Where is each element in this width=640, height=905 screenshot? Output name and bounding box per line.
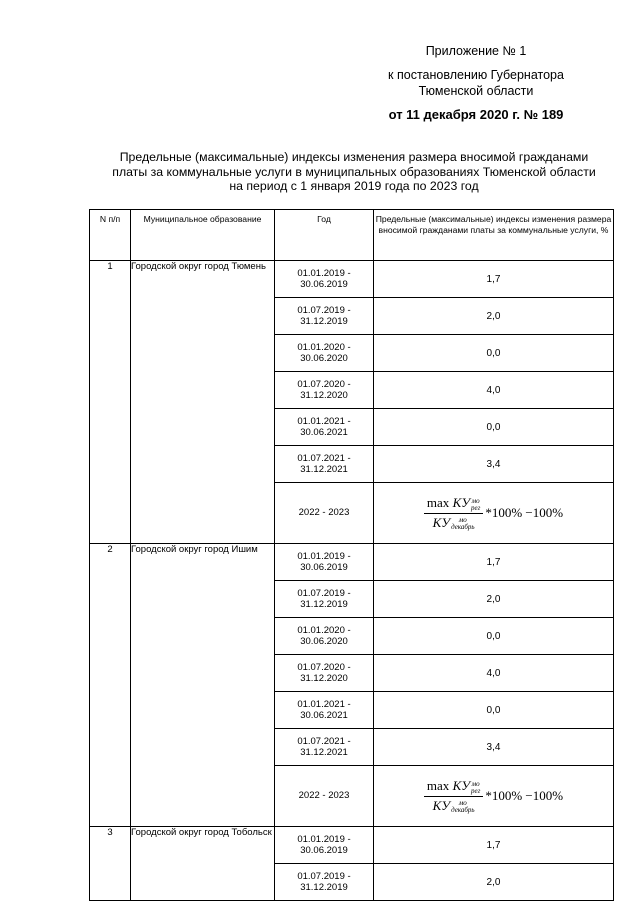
table-body [90,261,614,901]
municipality-name: Городской округ город Ишим [131,544,275,827]
index-value-cell: 2,0 [374,864,614,901]
index-value-cell: 1,7 [374,544,614,581]
index-value-cell: 3,4 [374,446,614,483]
formula-denominator [430,797,478,814]
document-title [80,150,628,194]
period-cell: 01.07.2020 - 31.12.2020 [275,372,374,409]
index-value-cell: 0,0 [374,409,614,446]
table-row [90,544,614,581]
formula-sub: рег [470,786,481,795]
formula-max: max [426,495,450,511]
title-line: на период с 1 января 2019 года по 2023 год [229,179,479,193]
row-number: 2 [90,544,131,827]
period-cell: 2022 - 2023 [275,483,374,544]
formula-ku: KУ [452,495,470,511]
formula-ku: KУ [432,797,451,813]
formula-sub: рег [470,503,481,512]
period-cell: 2022 - 2023 [275,766,374,827]
formula-sup: мо [458,798,467,807]
period-cell: 01.07.2019 - 31.12.2019 [275,298,374,335]
header-year: Год [275,210,374,261]
index-value-cell: 1,7 [374,261,614,298]
appendix-reference: к постановлению Губернатора [388,68,564,82]
index-value-cell: 2,0 [374,298,614,335]
header-index: Предельные (максимальные) индексы изменения размера вносимой гражданами платы за коммунальные услуги, % [374,210,614,261]
index-value-cell: 4,0 [374,655,614,692]
period-cell: 01.01.2019 - 30.06.2019 [275,261,374,298]
formula-numerator [424,778,483,796]
period-cell: 01.07.2019 - 31.12.2019 [275,864,374,901]
municipality-name: Городской округ город Тобольск [131,827,275,901]
index-value-cell [374,483,614,544]
appendix-region: Тюменской области [418,84,534,98]
header-num: N п/п [90,210,131,261]
period-cell: 01.01.2021 - 30.06.2021 [275,692,374,729]
title-line: платы за коммунальные услуги в муниципальных образованиях Тюменской области [112,164,596,179]
index-value-cell [374,766,614,827]
row-number: 1 [90,261,131,544]
formula-indices [451,800,475,814]
formula-rest: *100% −100% [485,505,564,520]
formula-ku: KУ [452,778,470,794]
formula-fraction [424,778,483,813]
appendix-date: от 11 декабря 2020 г. № 189 [388,107,564,122]
municipality-name: Городской округ город Тюмень [131,261,275,544]
index-value-cell: 0,0 [374,692,614,729]
formula-sup: мо [458,515,467,524]
table-header-row [90,210,614,261]
period-cell: 01.01.2020 - 30.06.2020 [275,618,374,655]
appendix-number: Приложение № 1 [425,44,527,58]
formula-rest: *100% −100% [485,788,564,803]
period-cell: 01.07.2020 - 31.12.2020 [275,655,374,692]
formula-sub: декабрь [451,522,475,531]
index-value-cell: 3,4 [374,729,614,766]
index-value-cell: 4,0 [374,372,614,409]
formula-ku: KУ [432,514,451,530]
period-cell: 01.07.2019 - 31.12.2019 [275,581,374,618]
index-value-cell: 0,0 [374,335,614,372]
formula-denominator [430,514,478,531]
indices-table [89,209,614,901]
formula-indices [471,781,480,795]
formula-fraction [424,495,483,530]
index-value-cell: 2,0 [374,581,614,618]
formula-numerator [424,495,483,513]
formula-sup: мо [471,496,480,505]
period-cell: 01.01.2020 - 30.06.2020 [275,335,374,372]
formula-indices [471,498,480,512]
row-number: 3 [90,827,131,901]
formula-max: max [426,778,450,794]
index-value-cell: 1,7 [374,827,614,864]
header-municipality: Муниципальное образование [131,210,275,261]
table-row [90,261,614,298]
period-cell: 01.07.2021 - 31.12.2021 [275,729,374,766]
period-cell: 01.01.2019 - 30.06.2019 [275,544,374,581]
index-formula [424,778,563,813]
formula-sub: декабрь [451,805,475,814]
title-line: Предельные (максимальные) индексы изменения размера вносимой гражданами [119,150,589,164]
formula-sup: мо [471,779,480,788]
period-cell: 01.07.2021 - 31.12.2021 [275,446,374,483]
table-row [90,827,614,864]
period-cell: 01.01.2021 - 30.06.2021 [275,409,374,446]
index-value-cell: 0,0 [374,618,614,655]
period-cell: 01.01.2019 - 30.06.2019 [275,827,374,864]
formula-indices [451,517,475,531]
index-formula [424,495,563,530]
